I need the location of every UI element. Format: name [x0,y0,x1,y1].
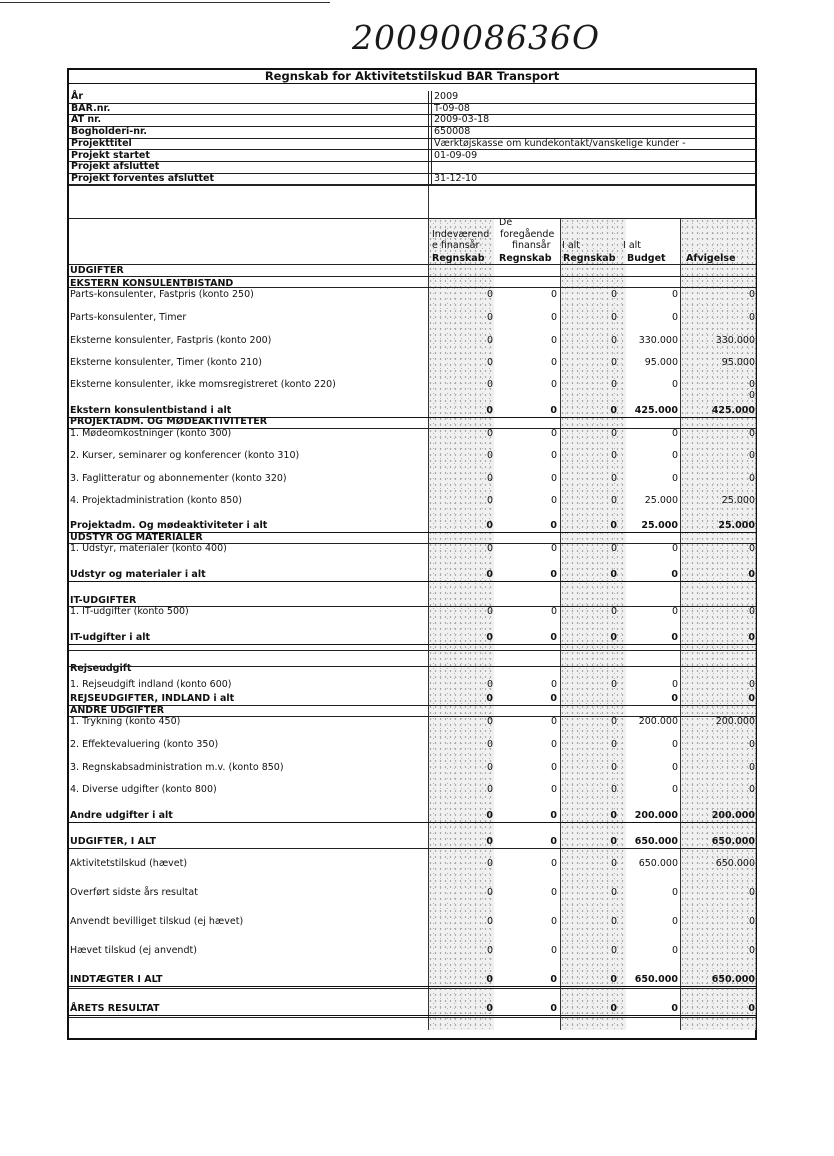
cell-value: 0 [610,520,617,531]
info-value: 2009-03-18 [431,114,489,126]
info-row [69,126,756,139]
info-label: Projekt afsluttet [71,161,160,173]
info-column-divider [428,91,429,185]
row-label: 2. Effektevaluering (konto 350) [70,739,219,750]
cell-value: 425.000 [634,405,678,416]
cell-value: 0 [748,390,755,401]
row-label: REJSEUDGIFTER, INDLAND i alt [70,693,235,704]
row-label: 4. Diverse udgifter (konto 800) [70,784,217,795]
cell-value: 0 [486,357,493,368]
cell-value: 0 [671,784,678,795]
cell-value: 0 [610,810,617,821]
row-label: Parts-konsulenter, Fastpris (konto 250) [70,289,254,300]
cell-value: 0 [550,945,557,956]
cell-value: 0 [486,693,493,704]
cell-value: 0 [748,543,755,554]
info-row [69,91,756,104]
cell-value: 0 [550,693,557,704]
cell-value: 0 [748,887,755,898]
info-value: 2009 [431,91,458,103]
cell-value: 0 [486,945,493,956]
cell-value: 0 [486,739,493,750]
table-rule [69,1017,756,1018]
cell-value: 0 [550,428,557,439]
cell-value: 0 [610,632,617,643]
cell-value: 200.000 [711,810,755,821]
cell-value: 0 [610,858,617,869]
cell-value: 0 [610,716,617,727]
row-label: UDGIFTER, I ALT [70,836,156,847]
cell-value: 25.000 [644,495,678,506]
cell-value: 0 [486,379,493,390]
header-regnskab-2: Regnskab [499,253,552,264]
table-rule [69,988,756,989]
cell-value: 0 [610,289,617,300]
cell-value: 0 [550,1003,557,1014]
info-bottom-rule [69,185,756,186]
subtotal-rule [69,417,756,418]
cell-value: 0 [671,739,678,750]
subtotal-rule [69,644,756,645]
header-budget: Budget [627,253,666,264]
row-label: EKSTERN KONSULENTBISTAND [70,278,234,289]
cell-value: 0 [671,543,678,554]
cell-value: 0 [671,473,678,484]
cell-value: 0 [486,784,493,795]
subtotal-rule [69,581,756,582]
table-rule [69,543,756,544]
header-c2-top: De [499,217,513,228]
cell-value: 0 [486,473,493,484]
cell-value: 200.000 [634,810,678,821]
cell-value: 0 [550,762,557,773]
cell-value: 0 [550,520,557,531]
cell-value: 0 [671,428,678,439]
cell-value: 0 [671,762,678,773]
cell-value: 0 [486,606,493,617]
cell-value: 0 [671,632,678,643]
cell-value: 0 [550,836,557,847]
info-value: Værktøjskasse om kundekontakt/vanskelige kunder - [431,138,686,150]
row-label: 1. Mødeomkostninger (konto 300) [70,428,232,439]
cell-value: 0 [550,357,557,368]
row-label: INDTÆGTER I ALT [70,974,163,985]
cell-value: 0 [748,679,755,690]
cell-value: 0 [550,916,557,927]
cell-value: 650.000 [711,836,755,847]
header-bottom-rule [69,264,756,265]
cell-value: 0 [486,632,493,643]
cell-value: 0 [610,405,617,416]
cell-value: 0 [550,606,557,617]
cell-value: 0 [671,945,678,956]
info-label: Projekt startet [71,149,150,161]
table-rule [69,287,756,288]
cell-value: 0 [610,887,617,898]
cell-value: 0 [610,836,617,847]
info-label: Bogholderi-nr. [71,126,147,138]
cell-value: 0 [671,289,678,300]
cell-value: 0 [748,693,755,704]
handwritten-reference-number: 2009008636O [352,18,601,57]
cell-value: 0 [486,450,493,461]
cell-value: 0 [671,379,678,390]
cell-value: 0 [610,450,617,461]
info-row [69,103,756,116]
cell-value: 0 [671,606,678,617]
row-label: 2. Kurser, seminarer og konferencer (konto 310) [70,450,300,461]
cell-value: 0 [486,836,493,847]
cell-value: 0 [550,495,557,506]
row-label: ANDRE UDGIFTER [70,705,165,716]
cell-value: 0 [610,606,617,617]
info-row [69,161,756,174]
header-afvigelse: Afvigelse [686,253,736,264]
cell-value: 0 [671,312,678,323]
header-c2-mid: foregående [500,229,555,240]
cell-value: 200.000 [715,716,755,727]
row-label: Anvendt bevilliget tilskud (ej hævet) [70,916,244,927]
info-value: 31-12-10 [431,173,477,185]
cell-value: 0 [550,716,557,727]
row-label: UDSTYR OG MATERIALER [70,532,203,543]
cell-value: 0 [550,974,557,985]
cell-value: 0 [748,1003,755,1014]
row-label: Hævet tilskud (ej anvendt) [70,945,197,956]
row-label: Eksterne konsulenter, ikke momsregistreret (konto 220) [70,379,336,390]
info-value: T-09-08 [431,103,470,115]
cell-value: 200.000 [638,716,678,727]
info-value: 650008 [431,126,470,138]
cell-value: 0 [748,312,755,323]
row-label: 1. Udstyr, materialer (konto 400) [70,543,227,554]
cell-value: 0 [748,289,755,300]
cell-value: 0 [610,312,617,323]
cell-value: 650.000 [711,974,755,985]
row-label: Andre udgifter i alt [70,810,173,821]
cell-value: 0 [550,289,557,300]
subtotal-rule [69,822,756,823]
cell-value: 0 [550,887,557,898]
cell-value: 0 [671,916,678,927]
cell-value: 650.000 [715,858,755,869]
cell-value: 0 [550,739,557,750]
cell-value: 0 [610,784,617,795]
cell-value: 650.000 [634,974,678,985]
cell-value: 0 [610,495,617,506]
cell-value: 0 [486,679,493,690]
cell-value: 0 [671,693,678,704]
cell-value: 0 [610,357,617,368]
table-rule [69,650,756,651]
cell-value: 0 [486,974,493,985]
cell-value: 0 [748,606,755,617]
cell-value: 0 [486,428,493,439]
row-label: IT-udgifter i alt [70,632,151,643]
info-row [69,173,756,186]
cell-value: 0 [486,495,493,506]
report-title: Regnskab for Aktivitetstilskud BAR Transport [67,69,757,84]
cell-value: 0 [610,379,617,390]
cell-value: 0 [550,379,557,390]
row-label: Eksterne konsulenter, Fastpris (konto 200) [70,335,272,346]
row-label: 1. IT-udgifter (konto 500) [70,606,189,617]
cell-value: 0 [550,543,557,554]
info-label: Projekttitel [71,137,132,149]
info-value [431,161,434,173]
cell-value: 0 [610,569,617,580]
cell-value: 0 [610,739,617,750]
cell-value: 0 [748,428,755,439]
cell-value: 0 [486,335,493,346]
cell-value: 0 [748,379,755,390]
cell-value: 0 [671,679,678,690]
row-label: Ekstern konsulentbistand i alt [70,405,232,416]
info-label: Projekt forventes afsluttet [71,172,215,184]
cell-value: 0 [671,1003,678,1014]
cell-value: 0 [486,405,493,416]
cell-value: 0 [610,1003,617,1014]
cell-value: 0 [748,473,755,484]
cell-value: 0 [610,335,617,346]
header-c1-bot: e finansår [432,240,480,251]
row-label: 3. Regnskabsadministration m.v. (konto 850) [70,762,284,773]
cell-value: 0 [550,312,557,323]
cell-value: 0 [486,520,493,531]
info-label: År [71,91,84,102]
table-rule [69,606,756,607]
table-rule [69,705,756,706]
header-regnskab-1: Regnskab [432,253,485,264]
row-label: UDGIFTER [70,265,124,276]
cell-value: 650.000 [634,836,678,847]
cell-value: 330.000 [715,335,755,346]
cell-value: 0 [486,858,493,869]
cell-value: 0 [748,945,755,956]
row-label: Projektadm. Og mødeaktiviteter i alt [70,520,268,531]
header-c3: I alt [562,240,581,251]
row-label: Overført sidste års resultat [70,887,198,898]
info-row [69,150,756,163]
cell-value: 95.000 [721,357,755,368]
subtotal-rule [69,532,756,533]
cell-value: 0 [550,784,557,795]
cell-value: 0 [610,543,617,554]
cell-value: 0 [486,289,493,300]
grid-divider [680,218,681,1030]
info-label: AT nr. [71,114,102,126]
cell-value: 0 [486,762,493,773]
cell-value: 0 [550,632,557,643]
cell-value: 0 [550,569,557,580]
cell-value: 425.000 [711,405,755,416]
cell-value: 0 [610,916,617,927]
cell-value: 0 [486,543,493,554]
cell-value: 0 [550,473,557,484]
row-label: 1. Rejseudgift indland (konto 600) [70,679,232,690]
cell-value: 0 [671,450,678,461]
cell-value: 95.000 [644,357,678,368]
table-rule [69,848,756,849]
row-label: Rejseudgift [70,663,132,674]
cell-value: 0 [748,762,755,773]
cell-value: 25.000 [641,520,678,531]
header-c1-top: Indeværend [432,229,490,240]
cell-value: 0 [486,810,493,821]
row-label: Aktivitetstilskud (hævet) [70,858,188,869]
cell-value: 330.000 [638,335,678,346]
cell-value: 0 [748,450,755,461]
subtotal-rule [69,1015,756,1016]
scan-edge-line [0,2,330,3]
header-top-rule [69,218,756,219]
row-label: ÅRETS RESULTAT [70,1003,160,1014]
table-rule [69,276,756,277]
info-label: BAR.nr. [71,102,111,114]
cell-value: 0 [610,945,617,956]
cell-value: 25.000 [721,495,755,506]
cell-value: 0 [748,916,755,927]
info-value: 01-09-09 [431,150,477,162]
cell-value: 0 [748,739,755,750]
table-rule [69,716,756,717]
header-c2-bot: finansår [512,240,551,251]
cell-value: 0 [671,887,678,898]
row-label: IT-UDGIFTER [70,595,137,606]
table-rule [69,666,756,667]
cell-value: 0 [550,335,557,346]
row-label: 4. Projektadministration (konto 850) [70,495,242,506]
row-label: Parts-konsulenter, Timer [70,312,187,323]
cell-value: 0 [486,916,493,927]
cell-value: 0 [748,632,755,643]
row-label: Eksterne konsulenter, Timer (konto 210) [70,357,262,368]
info-row [69,114,756,127]
cell-value: 0 [610,974,617,985]
cell-value: 0 [610,473,617,484]
row-label: PROJEKTADM. OG MØDEAKTIVITETER [70,416,268,427]
cell-value: 650.000 [638,858,678,869]
cell-value: 0 [550,810,557,821]
row-label: Udstyr og materialer i alt [70,569,206,580]
subtotal-rule [69,986,756,987]
cell-value: 0 [486,312,493,323]
cell-value: 0 [486,569,493,580]
cell-value: 0 [748,569,755,580]
cell-value: 0 [610,679,617,690]
row-label: 1. Trykning (konto 450) [70,716,181,727]
cell-value: 0 [610,428,617,439]
header-c4: I alt [623,240,642,251]
cell-value: 0 [550,679,557,690]
cell-value: 0 [486,887,493,898]
cell-value: 0 [550,450,557,461]
info-row [69,138,756,151]
cell-value: 0 [486,716,493,727]
cell-value: 0 [748,784,755,795]
cell-value: 0 [550,405,557,416]
cell-value: 0 [671,569,678,580]
cell-value: 0 [550,858,557,869]
table-rule [69,428,756,429]
header-regnskab-3: Regnskab [563,253,616,264]
cell-value: 0 [486,1003,493,1014]
cell-value: 25.000 [718,520,755,531]
cell-value: 0 [610,762,617,773]
row-label: 3. Faglitteratur og abonnementer (konto 320) [70,473,287,484]
